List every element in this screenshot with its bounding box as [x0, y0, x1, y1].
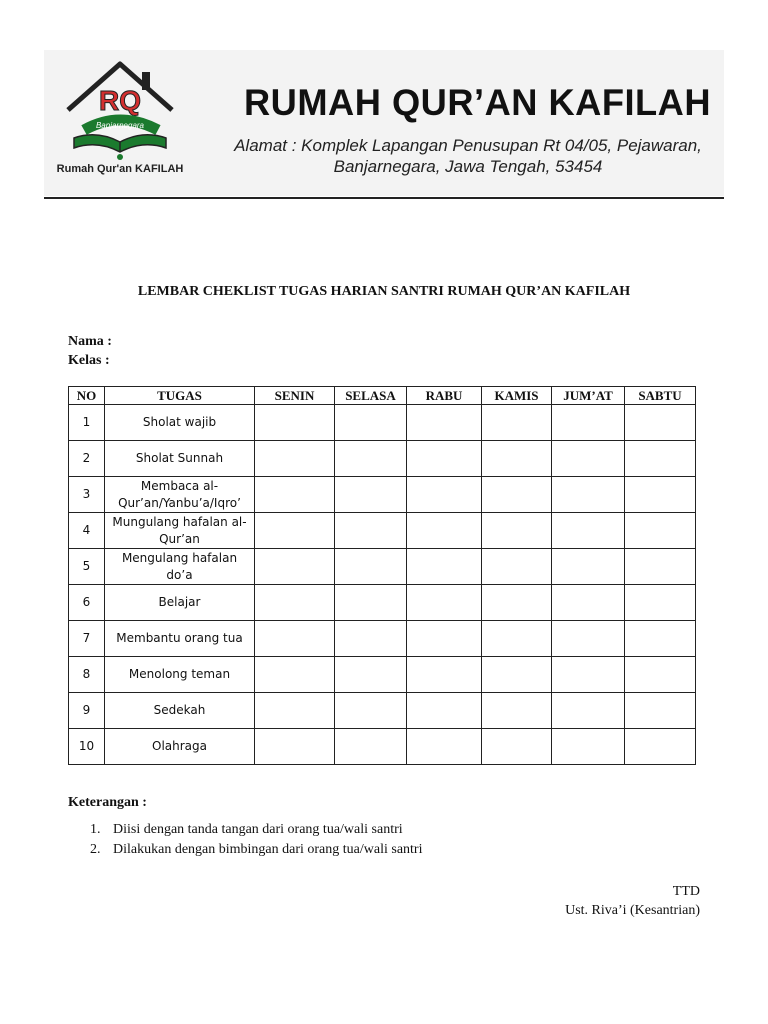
- check-cell-senin[interactable]: [255, 477, 335, 513]
- check-cell-senin[interactable]: [255, 585, 335, 621]
- check-cell-sabtu[interactable]: [625, 405, 696, 441]
- keterangan-text: Diisi dengan tanda tangan dari orang tua/wali santri: [113, 822, 403, 837]
- check-cell-jumat[interactable]: [552, 477, 625, 513]
- signature-label: TTD: [672, 884, 700, 899]
- check-cell-selasa[interactable]: [335, 477, 407, 513]
- table-row: [69, 585, 696, 621]
- check-cell-senin[interactable]: [255, 729, 335, 765]
- check-cell-kamis[interactable]: [482, 513, 552, 549]
- check-cell-rabu[interactable]: [407, 441, 482, 477]
- check-cell-jumat[interactable]: [552, 513, 625, 549]
- check-cell-senin[interactable]: [255, 621, 335, 657]
- keterangan-title: Keterangan :: [68, 795, 147, 810]
- check-cell-kamis[interactable]: [482, 693, 552, 729]
- check-cell-rabu[interactable]: [407, 621, 482, 657]
- table-header-row: [69, 387, 696, 405]
- check-cell-senin[interactable]: [255, 513, 335, 549]
- task-name: Sholat wajib: [105, 405, 255, 441]
- row-number: 8: [69, 657, 105, 693]
- checklist-table: [68, 386, 696, 765]
- signatory-name: Ust. Riva’i (Kesantrian): [565, 903, 700, 918]
- check-cell-jumat[interactable]: [552, 657, 625, 693]
- check-cell-jumat[interactable]: [552, 693, 625, 729]
- task-name: Membantu orang tua: [105, 621, 255, 657]
- organization-name: RUMAH QUR’AN KAFILAH: [244, 82, 712, 123]
- row-number: 9: [69, 693, 105, 729]
- header-kamis: KAMIS: [482, 387, 552, 405]
- check-cell-senin[interactable]: [255, 549, 335, 585]
- check-cell-jumat[interactable]: [552, 729, 625, 765]
- task-name: Mungulang hafalan al-Qur’an: [105, 513, 255, 549]
- check-cell-selasa[interactable]: [335, 585, 407, 621]
- check-cell-kamis[interactable]: [482, 621, 552, 657]
- check-cell-jumat[interactable]: [552, 549, 625, 585]
- check-cell-selasa[interactable]: [335, 621, 407, 657]
- check-cell-sabtu[interactable]: [625, 621, 696, 657]
- task-name: Membaca al-Qur’an/Yanbu’a/Iqro’: [105, 477, 255, 513]
- table-row: [69, 477, 696, 513]
- row-number: 7: [69, 621, 105, 657]
- check-cell-rabu[interactable]: [407, 477, 482, 513]
- header-jumat: JUM’AT: [552, 387, 625, 405]
- task-name: Sedekah: [105, 693, 255, 729]
- check-cell-sabtu[interactable]: [625, 513, 696, 549]
- task-name: Menolong teman: [105, 657, 255, 693]
- row-number: 6: [69, 585, 105, 621]
- check-cell-kamis[interactable]: [482, 729, 552, 765]
- header-no: NO: [69, 387, 105, 405]
- check-cell-sabtu[interactable]: [625, 657, 696, 693]
- check-cell-jumat[interactable]: [552, 585, 625, 621]
- table-row: [69, 621, 696, 657]
- header-sabtu: SABTU: [625, 387, 696, 405]
- check-cell-jumat[interactable]: [552, 405, 625, 441]
- header-divider: [44, 197, 724, 199]
- check-cell-rabu[interactable]: [407, 405, 482, 441]
- check-cell-senin[interactable]: [255, 441, 335, 477]
- keterangan-number: 1.: [90, 822, 101, 837]
- check-cell-senin[interactable]: [255, 405, 335, 441]
- check-cell-selasa[interactable]: [335, 441, 407, 477]
- check-cell-rabu[interactable]: [407, 729, 482, 765]
- check-cell-rabu[interactable]: [407, 549, 482, 585]
- check-cell-kamis[interactable]: [482, 585, 552, 621]
- row-number: 1: [69, 405, 105, 441]
- header-selasa: SELASA: [335, 387, 407, 405]
- keterangan-item: [90, 822, 403, 838]
- address-line-2: Banjarnegara, Jawa Tengah, 53454: [333, 157, 603, 176]
- nama-label: Nama :: [68, 334, 112, 349]
- header-tugas: TUGAS: [105, 387, 255, 405]
- keterangan-number: 2.: [90, 842, 101, 857]
- check-cell-selasa[interactable]: [335, 729, 407, 765]
- check-cell-selasa[interactable]: [335, 549, 407, 585]
- table-row: [69, 729, 696, 765]
- check-cell-sabtu[interactable]: [625, 693, 696, 729]
- table-row: [69, 405, 696, 441]
- table-row: [69, 549, 696, 585]
- row-number: 10: [69, 729, 105, 765]
- table-row: [69, 513, 696, 549]
- check-cell-sabtu[interactable]: [625, 477, 696, 513]
- check-cell-kamis[interactable]: [482, 477, 552, 513]
- row-number: 5: [69, 549, 105, 585]
- keterangan-item: [90, 842, 422, 858]
- row-number: 2: [69, 441, 105, 477]
- logo-ribbon-text: Banjarnegara: [95, 121, 145, 130]
- check-cell-senin[interactable]: [255, 693, 335, 729]
- check-cell-sabtu[interactable]: [625, 549, 696, 585]
- check-cell-rabu[interactable]: [407, 693, 482, 729]
- logo: [50, 58, 200, 183]
- check-cell-sabtu[interactable]: [625, 729, 696, 765]
- check-cell-kamis[interactable]: [482, 441, 552, 477]
- check-cell-rabu[interactable]: [407, 657, 482, 693]
- check-cell-selasa[interactable]: [335, 657, 407, 693]
- house-book-logo-icon: [62, 58, 182, 163]
- header-senin: SENIN: [255, 387, 335, 405]
- table-row: [69, 657, 696, 693]
- check-cell-selasa[interactable]: [335, 693, 407, 729]
- check-cell-sabtu[interactable]: [625, 441, 696, 477]
- check-cell-jumat[interactable]: [552, 621, 625, 657]
- check-cell-jumat[interactable]: [552, 441, 625, 477]
- check-cell-kamis[interactable]: [482, 405, 552, 441]
- header-rabu: RABU: [407, 387, 482, 405]
- kelas-label: Kelas :: [68, 353, 110, 368]
- check-cell-selasa[interactable]: [335, 405, 407, 441]
- check-cell-senin[interactable]: [255, 657, 335, 693]
- task-name: Belajar: [105, 585, 255, 621]
- logo-caption: Rumah Qur'an KAFILAH: [56, 163, 184, 175]
- task-name: Olahraga: [105, 729, 255, 765]
- check-cell-rabu[interactable]: [407, 513, 482, 549]
- check-cell-kamis[interactable]: [482, 549, 552, 585]
- check-cell-selasa[interactable]: [335, 513, 407, 549]
- logo-mark-text: RQ: [99, 85, 141, 116]
- table-row: [69, 693, 696, 729]
- check-cell-rabu[interactable]: [407, 585, 482, 621]
- check-cell-sabtu[interactable]: [625, 585, 696, 621]
- keterangan-text: Dilakukan dengan bimbingan dari orang tua/wali santri: [113, 842, 423, 857]
- row-number: 4: [69, 513, 105, 549]
- document-title: LEMBAR CHEKLIST TUGAS HARIAN SANTRI RUMAH QUR’AN KAFILAH: [137, 284, 631, 299]
- address-line-1: Alamat : Komplek Lapangan Penusupan Rt 04/05, Pejawaran,: [234, 136, 702, 155]
- task-name: Mengulang hafalan do’a: [105, 549, 255, 585]
- task-name: Sholat Sunnah: [105, 441, 255, 477]
- row-number: 3: [69, 477, 105, 513]
- table-row: [69, 441, 696, 477]
- check-cell-kamis[interactable]: [482, 657, 552, 693]
